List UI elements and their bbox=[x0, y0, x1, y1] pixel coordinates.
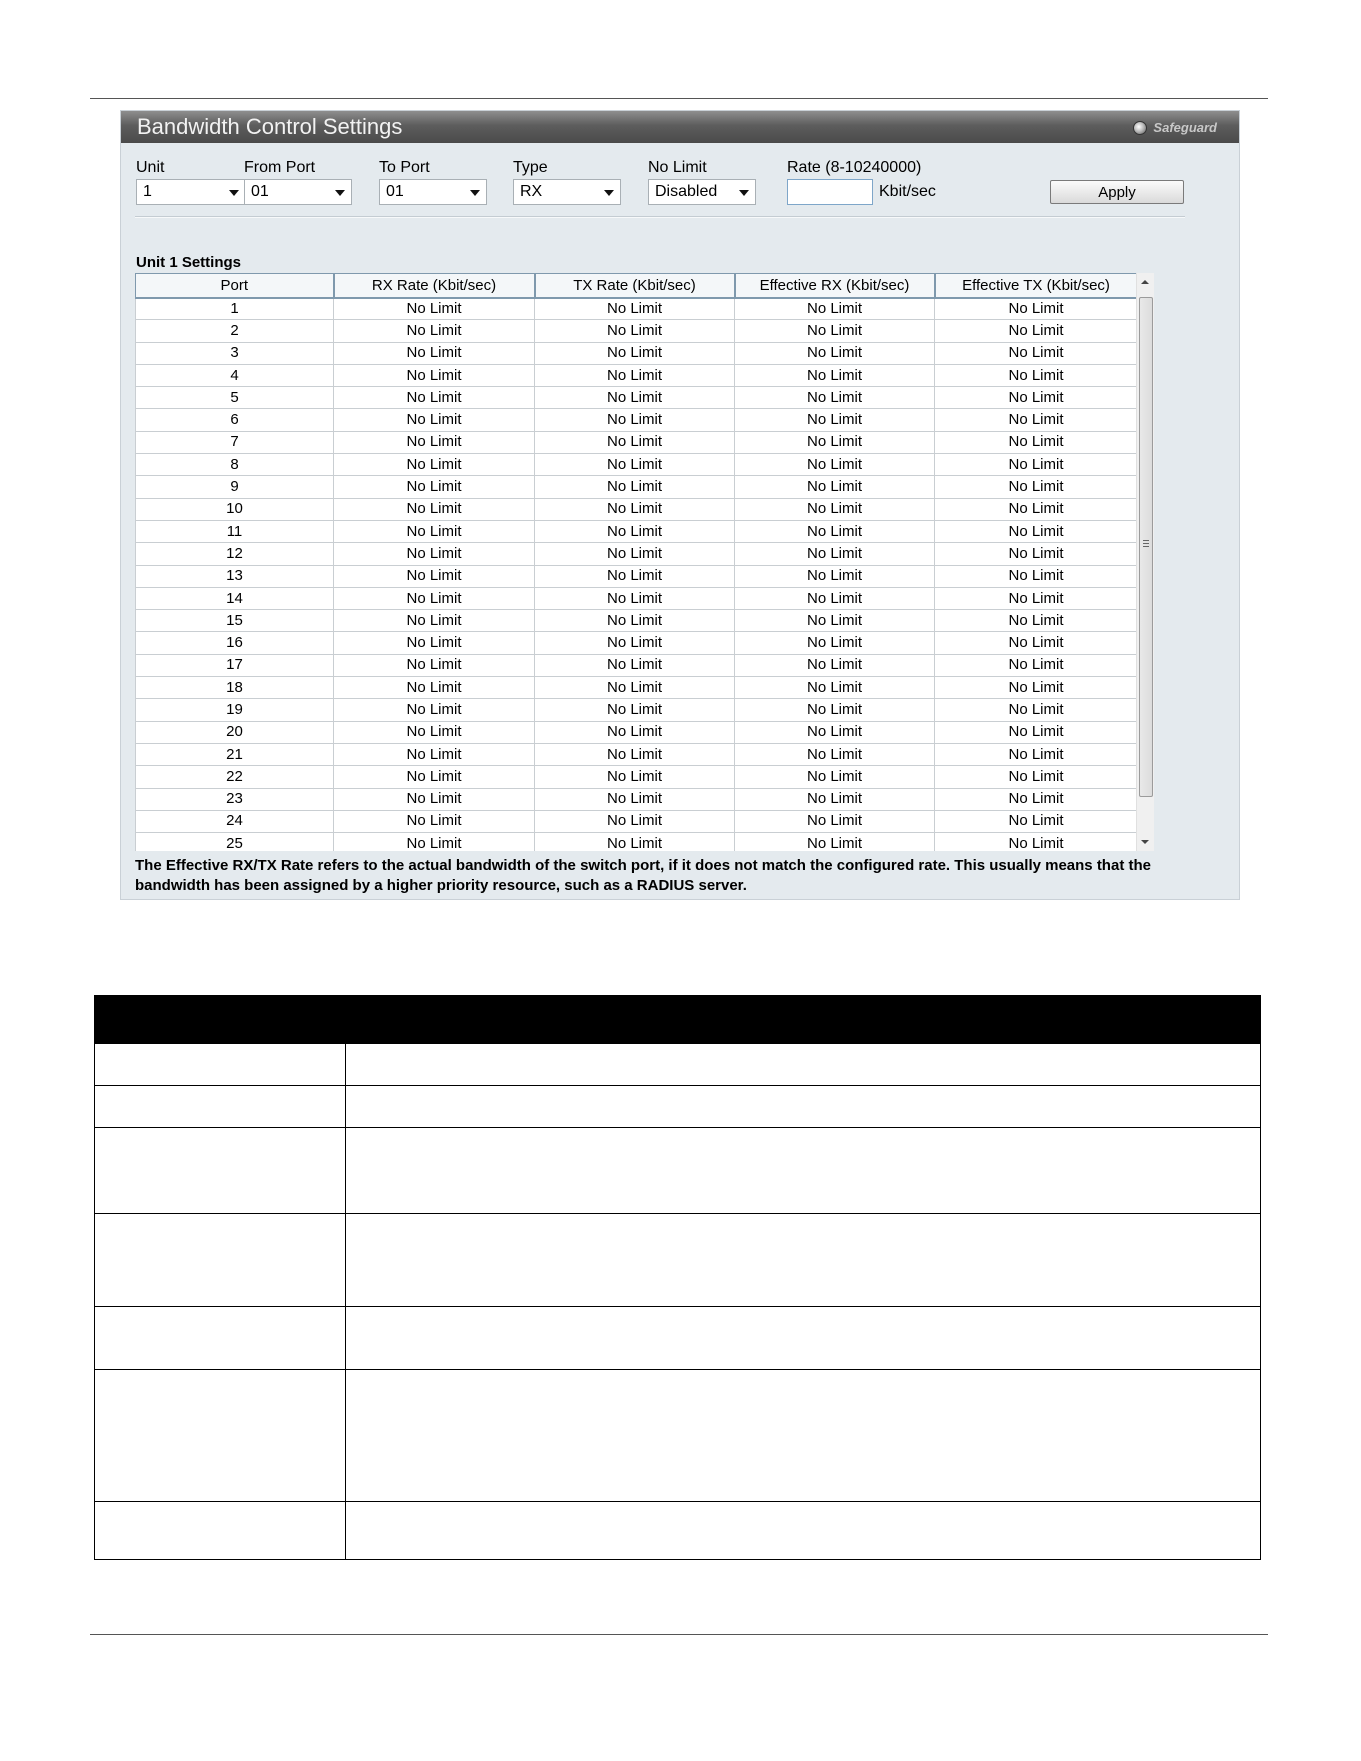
rate-cell: No Limit bbox=[535, 298, 735, 320]
table-row bbox=[136, 520, 1138, 542]
desc-parameter-cell bbox=[95, 1502, 346, 1560]
rate-cell: No Limit bbox=[735, 743, 935, 765]
desc-row bbox=[95, 1128, 1261, 1214]
scroll-down-arrow-icon[interactable] bbox=[1137, 833, 1155, 851]
desc-description-cell bbox=[346, 1502, 1261, 1560]
rate-cell: No Limit bbox=[535, 587, 735, 609]
rate-cell: No Limit bbox=[735, 364, 935, 386]
desc-description-cell bbox=[346, 1086, 1261, 1128]
rate-cell: No Limit bbox=[735, 431, 935, 453]
to-port-select-value: 01 bbox=[386, 183, 404, 200]
rate-cell: No Limit bbox=[935, 498, 1138, 520]
port-cell: 3 bbox=[136, 342, 334, 364]
rate-cell: No Limit bbox=[535, 699, 735, 721]
scroll-up-arrow-icon[interactable] bbox=[1137, 273, 1155, 291]
type-select[interactable] bbox=[513, 179, 621, 205]
no-limit-select-value: Disabled bbox=[655, 183, 718, 200]
port-cell: 24 bbox=[136, 810, 334, 832]
unit-label: Unit bbox=[136, 159, 165, 176]
settings-table-viewport[interactable] bbox=[135, 273, 1154, 851]
rate-cell: No Limit bbox=[535, 677, 735, 699]
port-cell: 22 bbox=[136, 766, 334, 788]
rate-cell: No Limit bbox=[334, 342, 535, 364]
no-limit-select[interactable] bbox=[648, 179, 756, 205]
rate-cell: No Limit bbox=[334, 409, 535, 431]
desc-parameter-cell bbox=[95, 1128, 346, 1214]
rate-cell: No Limit bbox=[735, 409, 935, 431]
rate-cell: No Limit bbox=[935, 409, 1138, 431]
rate-cell: No Limit bbox=[735, 810, 935, 832]
rate-cell: No Limit bbox=[334, 520, 535, 542]
port-cell: 14 bbox=[136, 587, 334, 609]
desc-description-cell bbox=[346, 1370, 1261, 1502]
rate-cell: No Limit bbox=[535, 833, 735, 851]
table-row bbox=[136, 654, 1138, 676]
desc-row bbox=[95, 1502, 1261, 1560]
top-rule bbox=[90, 98, 1268, 99]
port-cell: 15 bbox=[136, 610, 334, 632]
rate-cell: No Limit bbox=[935, 476, 1138, 498]
table-row bbox=[136, 632, 1138, 654]
chevron-down-icon bbox=[229, 190, 239, 196]
rate-cell: No Limit bbox=[735, 632, 935, 654]
rate-cell: No Limit bbox=[735, 788, 935, 810]
parameter-description-table bbox=[94, 995, 1261, 1560]
desc-description-cell bbox=[346, 1214, 1261, 1307]
table-row bbox=[136, 766, 1138, 788]
from-port-select[interactable] bbox=[244, 179, 352, 205]
safeguard-label: Safeguard bbox=[1153, 120, 1217, 135]
scroll-thumb[interactable] bbox=[1139, 297, 1153, 797]
desc-parameter-cell bbox=[95, 1044, 346, 1086]
panel-title: Bandwidth Control Settings bbox=[137, 114, 403, 139]
safeguard-status-icon bbox=[1133, 121, 1147, 135]
rate-cell: No Limit bbox=[334, 743, 535, 765]
rate-cell: No Limit bbox=[334, 833, 535, 851]
port-cell: 5 bbox=[136, 387, 334, 409]
apply-button[interactable]: Apply bbox=[1050, 180, 1184, 204]
column-header: TX Rate (Kbit/sec) bbox=[535, 274, 735, 298]
desc-row bbox=[95, 1044, 1261, 1086]
port-cell: 17 bbox=[136, 654, 334, 676]
rate-cell: No Limit bbox=[535, 543, 735, 565]
rate-cell: No Limit bbox=[935, 632, 1138, 654]
unit-select-value: 1 bbox=[143, 183, 152, 200]
rate-unit: Kbit/sec bbox=[879, 183, 936, 200]
port-cell: 18 bbox=[136, 677, 334, 699]
rate-cell: No Limit bbox=[535, 610, 735, 632]
rate-cell: No Limit bbox=[935, 387, 1138, 409]
bandwidth-control-panel bbox=[120, 110, 1240, 900]
table-row bbox=[136, 788, 1138, 810]
desc-parameter-cell bbox=[95, 1214, 346, 1307]
rate-cell: No Limit bbox=[935, 699, 1138, 721]
rate-cell: No Limit bbox=[535, 565, 735, 587]
port-cell: 2 bbox=[136, 320, 334, 342]
table-row bbox=[136, 743, 1138, 765]
rate-cell: No Limit bbox=[535, 454, 735, 476]
port-cell: 19 bbox=[136, 699, 334, 721]
rate-cell: No Limit bbox=[735, 654, 935, 676]
rate-cell: No Limit bbox=[935, 654, 1138, 676]
safeguard-indicator bbox=[1133, 119, 1217, 137]
port-cell: 11 bbox=[136, 520, 334, 542]
rate-cell: No Limit bbox=[535, 654, 735, 676]
chevron-down-icon bbox=[739, 190, 749, 196]
rate-cell: No Limit bbox=[334, 677, 535, 699]
rate-cell: No Limit bbox=[334, 298, 535, 320]
rate-cell: No Limit bbox=[735, 833, 935, 851]
rate-cell: No Limit bbox=[334, 543, 535, 565]
rate-cell: No Limit bbox=[935, 766, 1138, 788]
rate-cell: No Limit bbox=[735, 766, 935, 788]
rate-cell: No Limit bbox=[334, 476, 535, 498]
rate-cell: No Limit bbox=[535, 810, 735, 832]
port-cell: 25 bbox=[136, 833, 334, 851]
rate-cell: No Limit bbox=[535, 788, 735, 810]
rate-cell: No Limit bbox=[535, 498, 735, 520]
rate-cell: No Limit bbox=[535, 409, 735, 431]
rate-cell: No Limit bbox=[935, 810, 1138, 832]
rate-cell: No Limit bbox=[735, 721, 935, 743]
type-select-value: RX bbox=[520, 183, 543, 200]
effective-rate-note: The Effective RX/TX Rate refers to the actual bandwidth of the switch port, if it does not match the configured rate. This usually means that the bandwidth has been assigned by a higher priority resource, such as a RADIUS server. bbox=[135, 857, 1151, 894]
to-port-select[interactable] bbox=[379, 179, 487, 205]
port-cell: 1 bbox=[136, 298, 334, 320]
rate-cell: No Limit bbox=[535, 766, 735, 788]
rate-cell: No Limit bbox=[935, 431, 1138, 453]
rate-cell: No Limit bbox=[735, 454, 935, 476]
rate-cell: No Limit bbox=[334, 632, 535, 654]
port-cell: 4 bbox=[136, 364, 334, 386]
table-row bbox=[136, 431, 1138, 453]
table-row bbox=[136, 833, 1138, 851]
rate-cell: No Limit bbox=[935, 320, 1138, 342]
rate-cell: No Limit bbox=[535, 431, 735, 453]
rate-cell: No Limit bbox=[735, 543, 935, 565]
rate-cell: No Limit bbox=[334, 387, 535, 409]
rate-cell: No Limit bbox=[735, 298, 935, 320]
rate-cell: No Limit bbox=[935, 520, 1138, 542]
column-header: Port bbox=[136, 274, 334, 298]
port-cell: 23 bbox=[136, 788, 334, 810]
table-row bbox=[136, 454, 1138, 476]
rate-cell: No Limit bbox=[535, 721, 735, 743]
port-cell: 10 bbox=[136, 498, 334, 520]
table-row bbox=[136, 364, 1138, 386]
rate-cell: No Limit bbox=[935, 833, 1138, 851]
table-row bbox=[136, 543, 1138, 565]
port-cell: 12 bbox=[136, 543, 334, 565]
rate-cell: No Limit bbox=[735, 320, 935, 342]
desc-parameter-cell bbox=[95, 1086, 346, 1128]
rate-cell: No Limit bbox=[735, 587, 935, 609]
rate-cell: No Limit bbox=[935, 342, 1138, 364]
rate-cell: No Limit bbox=[735, 677, 935, 699]
rate-cell: No Limit bbox=[735, 476, 935, 498]
desc-description-cell bbox=[346, 1044, 1261, 1086]
rate-cell: No Limit bbox=[334, 788, 535, 810]
bottom-rule bbox=[90, 1634, 1268, 1635]
rate-label: Rate (8-10240000) bbox=[787, 159, 922, 176]
rate-cell: No Limit bbox=[334, 766, 535, 788]
desc-row bbox=[95, 1086, 1261, 1128]
rate-cell: No Limit bbox=[535, 476, 735, 498]
rate-cell: No Limit bbox=[535, 364, 735, 386]
table-row bbox=[136, 409, 1138, 431]
rate-cell: No Limit bbox=[735, 610, 935, 632]
rate-cell: No Limit bbox=[334, 610, 535, 632]
rate-cell: No Limit bbox=[334, 320, 535, 342]
desc-parameter-cell bbox=[95, 1370, 346, 1502]
rate-cell: No Limit bbox=[935, 677, 1138, 699]
rate-cell: No Limit bbox=[735, 342, 935, 364]
table-row bbox=[136, 610, 1138, 632]
table-row bbox=[136, 320, 1138, 342]
rate-cell: No Limit bbox=[334, 699, 535, 721]
rate-cell: No Limit bbox=[935, 543, 1138, 565]
table-row bbox=[136, 298, 1138, 320]
rate-cell: No Limit bbox=[935, 788, 1138, 810]
table-row bbox=[136, 498, 1138, 520]
rate-cell: No Limit bbox=[735, 498, 935, 520]
desc-row bbox=[95, 1214, 1261, 1307]
desc-description-cell bbox=[346, 1128, 1261, 1214]
port-cell: 13 bbox=[136, 565, 334, 587]
desc-row bbox=[95, 1370, 1261, 1502]
rate-cell: No Limit bbox=[935, 454, 1138, 476]
port-cell: 16 bbox=[136, 632, 334, 654]
rate-cell: No Limit bbox=[334, 565, 535, 587]
desc-header-description bbox=[346, 996, 1261, 1044]
rate-input[interactable] bbox=[787, 179, 873, 205]
table-row bbox=[136, 476, 1138, 498]
rate-cell: No Limit bbox=[935, 587, 1138, 609]
scroll-grip-icon bbox=[1143, 540, 1149, 549]
to-port-label: To Port bbox=[379, 159, 430, 176]
table-row bbox=[136, 587, 1138, 609]
port-cell: 21 bbox=[136, 743, 334, 765]
rate-cell: No Limit bbox=[535, 520, 735, 542]
table-row bbox=[136, 810, 1138, 832]
column-header: RX Rate (Kbit/sec) bbox=[334, 274, 535, 298]
rate-cell: No Limit bbox=[935, 721, 1138, 743]
rate-cell: No Limit bbox=[935, 743, 1138, 765]
type-label: Type bbox=[513, 159, 548, 176]
rate-cell: No Limit bbox=[334, 587, 535, 609]
rate-cell: No Limit bbox=[535, 320, 735, 342]
rate-cell: No Limit bbox=[334, 810, 535, 832]
desc-row bbox=[95, 1307, 1261, 1370]
table-header-row bbox=[136, 274, 1138, 298]
rate-cell: No Limit bbox=[535, 342, 735, 364]
desc-header-parameter bbox=[95, 996, 346, 1044]
port-cell: 7 bbox=[136, 431, 334, 453]
desc-description-cell bbox=[346, 1307, 1261, 1370]
rate-cell: No Limit bbox=[535, 743, 735, 765]
table-row bbox=[136, 699, 1138, 721]
port-cell: 9 bbox=[136, 476, 334, 498]
form-divider bbox=[135, 216, 1185, 218]
table-row bbox=[136, 387, 1138, 409]
desc-parameter-cell bbox=[95, 1307, 346, 1370]
column-header: Effective TX (Kbit/sec) bbox=[935, 274, 1138, 298]
desc-table-header bbox=[95, 996, 1261, 1044]
rate-cell: No Limit bbox=[935, 364, 1138, 386]
table-scrollbar[interactable] bbox=[1136, 273, 1154, 851]
desc-table-body bbox=[95, 1044, 1261, 1560]
port-cell: 6 bbox=[136, 409, 334, 431]
rate-cell: No Limit bbox=[334, 431, 535, 453]
rate-cell: No Limit bbox=[535, 632, 735, 654]
rate-cell: No Limit bbox=[334, 364, 535, 386]
port-settings-table bbox=[135, 273, 1139, 851]
table-row bbox=[136, 565, 1138, 587]
no-limit-label: No Limit bbox=[648, 159, 707, 176]
rate-cell: No Limit bbox=[334, 654, 535, 676]
table-body bbox=[136, 298, 1138, 852]
port-cell: 8 bbox=[136, 454, 334, 476]
table-row bbox=[136, 677, 1138, 699]
panel-title-bar bbox=[121, 111, 1239, 143]
rate-cell: No Limit bbox=[735, 699, 935, 721]
rate-cell: No Limit bbox=[735, 387, 935, 409]
chevron-down-icon bbox=[335, 190, 345, 196]
from-port-label: From Port bbox=[244, 159, 316, 176]
rate-cell: No Limit bbox=[334, 454, 535, 476]
table-row bbox=[136, 342, 1138, 364]
rate-cell: No Limit bbox=[735, 565, 935, 587]
table-row bbox=[136, 721, 1138, 743]
rate-cell: No Limit bbox=[535, 387, 735, 409]
rate-cell: No Limit bbox=[935, 565, 1138, 587]
chevron-down-icon bbox=[470, 190, 480, 196]
port-cell: 20 bbox=[136, 721, 334, 743]
unit-select[interactable] bbox=[136, 179, 246, 205]
chevron-down-icon bbox=[604, 190, 614, 196]
rate-cell: No Limit bbox=[935, 298, 1138, 320]
column-header: Effective RX (Kbit/sec) bbox=[735, 274, 935, 298]
rate-cell: No Limit bbox=[334, 498, 535, 520]
rate-cell: No Limit bbox=[735, 520, 935, 542]
settings-table-heading: Unit 1 Settings bbox=[136, 254, 242, 271]
rate-cell: No Limit bbox=[935, 610, 1138, 632]
from-port-select-value: 01 bbox=[251, 183, 269, 200]
rate-cell: No Limit bbox=[334, 721, 535, 743]
